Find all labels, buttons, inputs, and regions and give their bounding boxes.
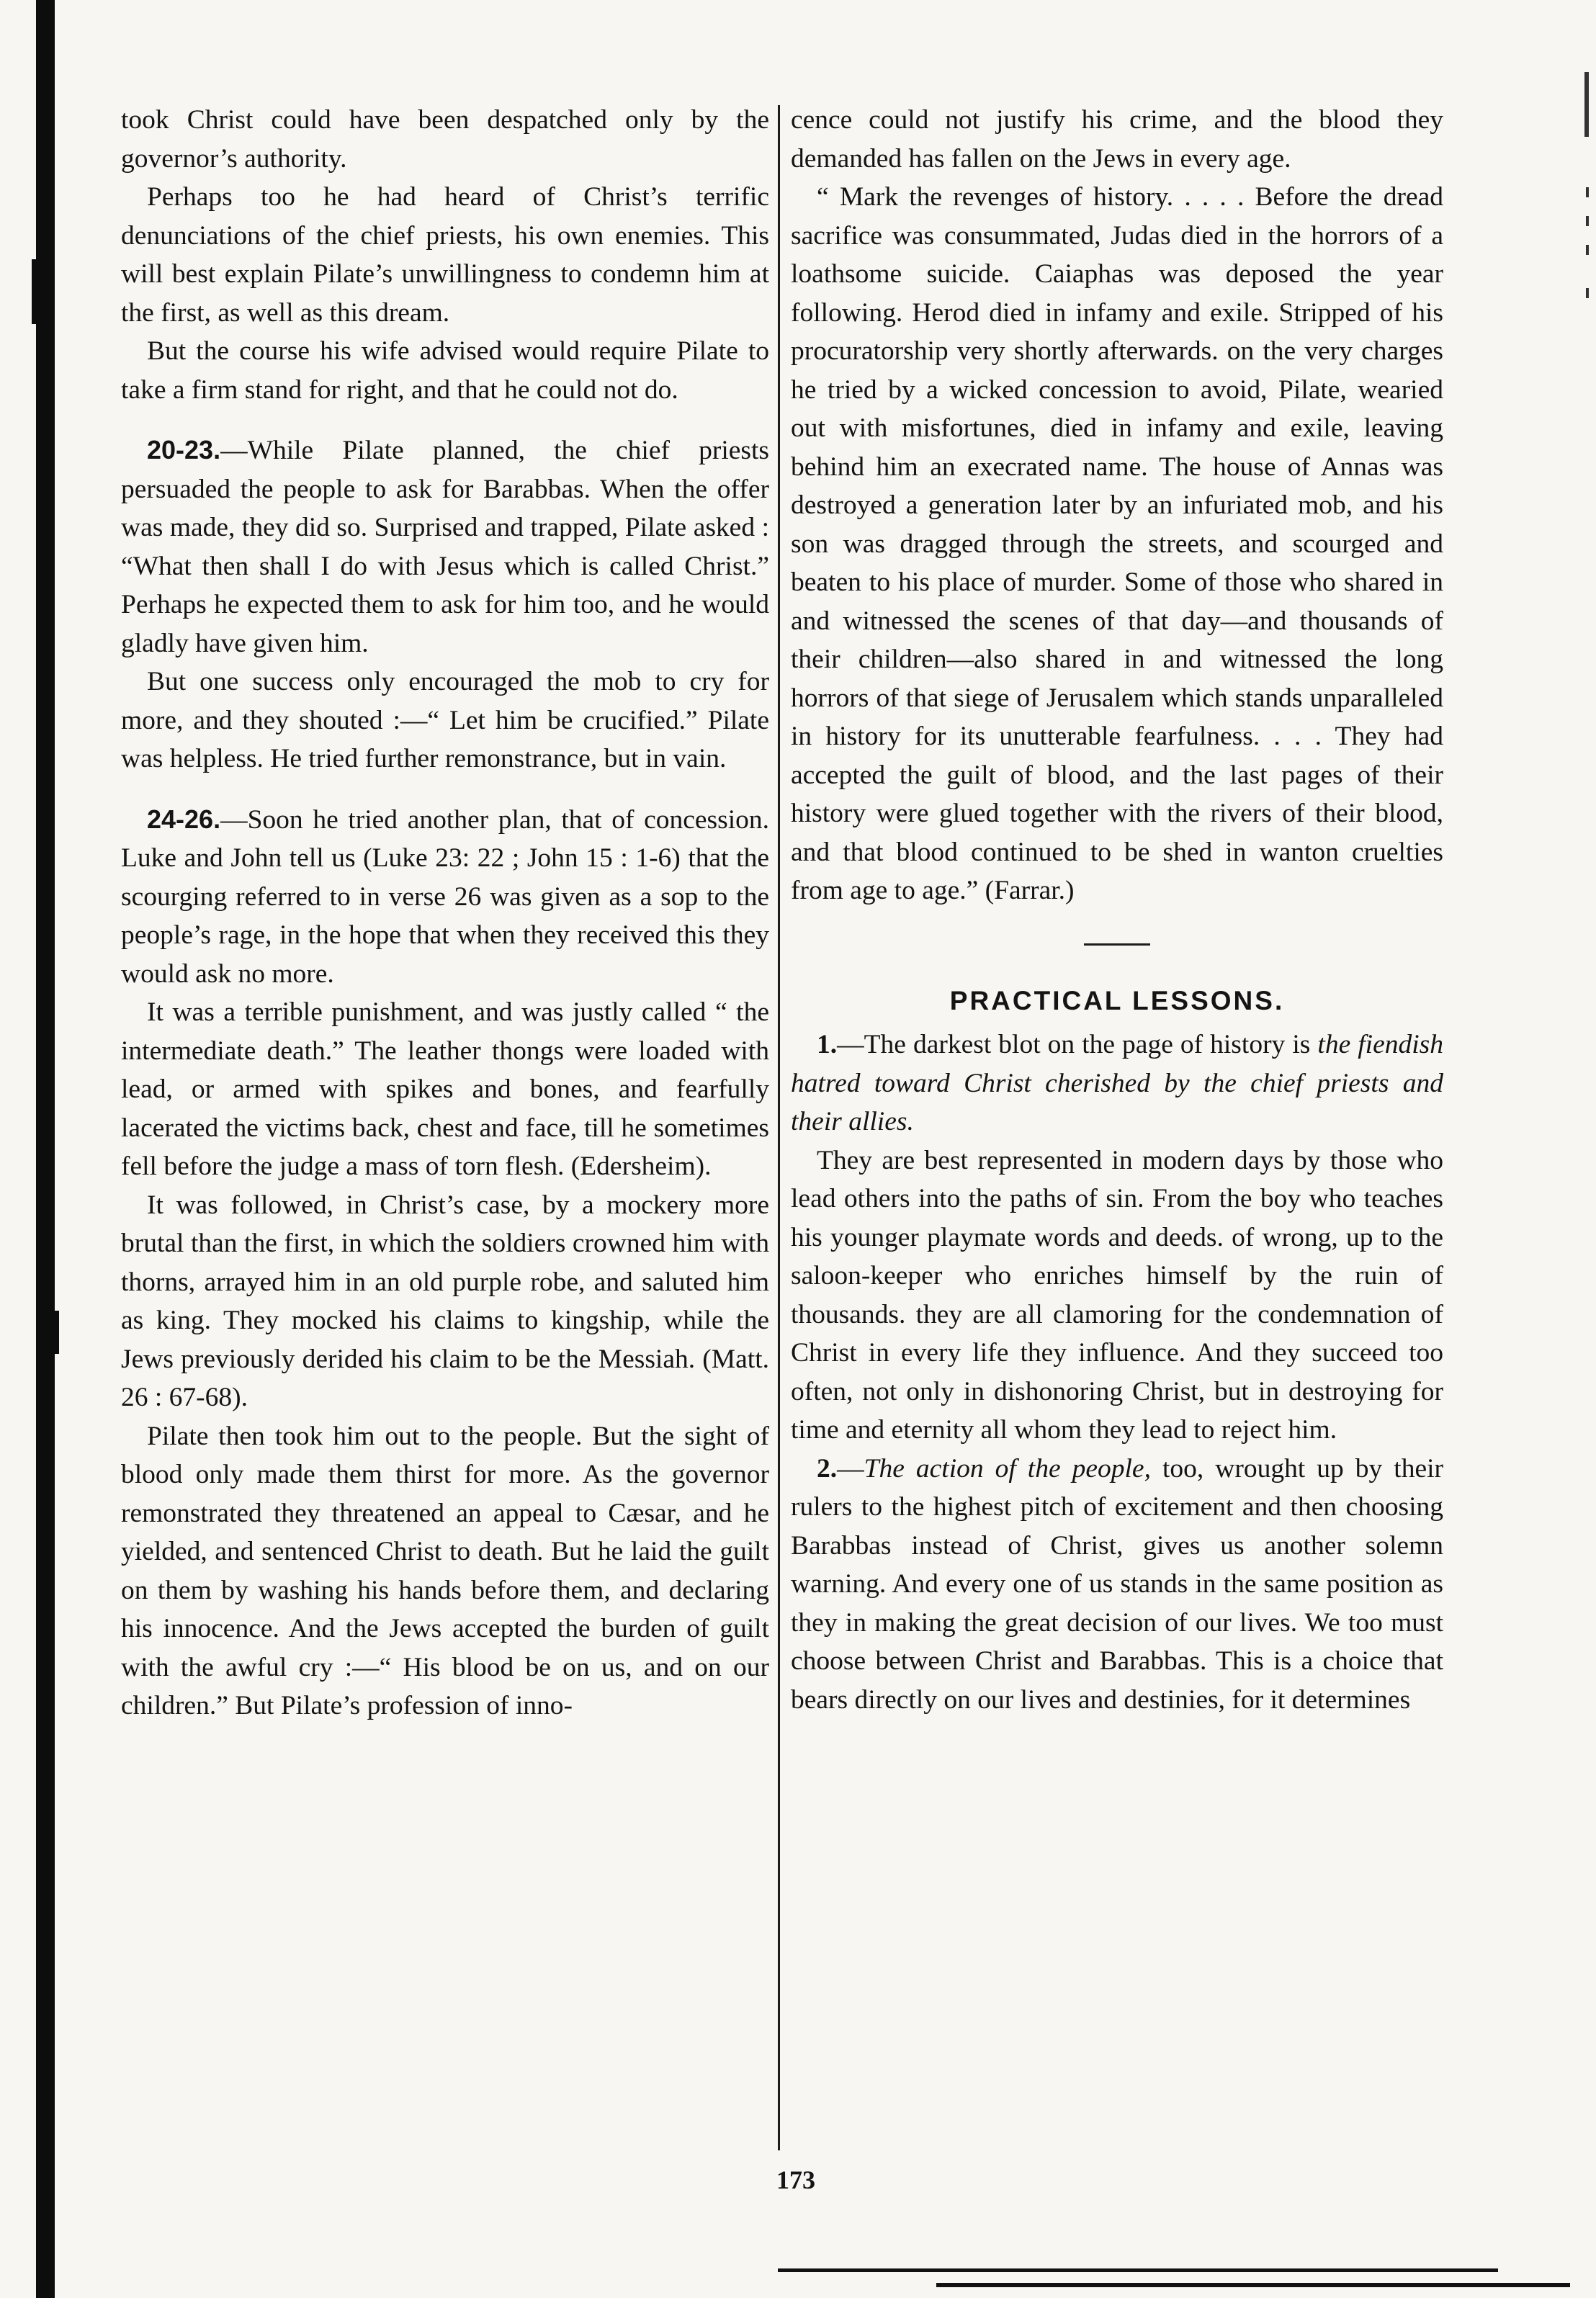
binding-nick — [32, 259, 39, 324]
lesson-number: 1. — [817, 1030, 838, 1059]
verse-commentary: —While Pilate planned, the chief priests persuaded the people to ask for Barabbas. When the offer was made, they did so. Surprised and trapped, Pilate asked : “What then shall I do with Jesus which is called Christ.” Perhaps he expected them to ask for him too, and he would gladly have given him. — [121, 436, 769, 658]
lesson-1 — [791, 1025, 1443, 1141]
paragraph: took Christ could have been despatched only by the governor’s authority. — [121, 105, 769, 174]
lesson-text: —The darkest blot on the page of history is — [837, 1030, 1318, 1059]
page-binding-edge — [36, 0, 55, 2298]
margin-mark — [1586, 216, 1589, 226]
margin-mark — [1586, 187, 1589, 197]
paragraph: Pilate then took him out to the people. But the sight of blood only made them thirst for more. As the governor remonstrated they threatened an appeal to Cæsar, and he yielded, and sentenced Christ to death. But he laid the guilt on them by washing his hands before them, and declaring his innocence. And the Jews accepted the burden of guilt with the awful cry :—“ His blood be on us, and on our children.” But Pilate’s profession of inno- — [121, 1421, 769, 1720]
column-divider — [778, 105, 780, 2150]
page-number: 173 — [776, 2165, 815, 2194]
verse-section-20-23 — [121, 431, 769, 663]
paragraph: But the course his wife advised would require Pilate to take a firm stand for right, and that he could not do. — [121, 336, 769, 405]
lesson-text: too, wrought up by their rulers to the highest pitch of excitement and then choosing Barabbas instead of Christ, gives us another solemn warning. And every one of us stands in the same position as they in making the great decision of our lives. We too must choose between Christ and Barabbas. This is a choice that bears directly on our lives and destinies, for it determines — [791, 1453, 1443, 1715]
farrar-quotation: “ Mark the revenges of history. . . . . Before the dread sacrifice was consummated, Judas died in the horrors of a loathsome suicide. Caiaphas was deposed the year following. Herod died in infamy and exile. Stripped of his procuratorship very shortly afterwards. on the very charges he tried by a wicked concession to avoid, Pilate, wearied out with misfortunes, died in infamy and exile, leaving behind him an execrated name. The house of Annas was destroyed a generation later by an infuriated mob, and his son was dragged through the streets, and scourged and beaten to his place of murder. Some of those who shared in and witnessed the scenes of that day—and thousands of their children—also shared in and witnessed the long horrors of that siege of Jerusalem which stands unparalleled in history for its unutterable fearfulness. . . . They had accepted the guilt of blood, and the last pages of their history were glued together with the rivers of their blood, and that blood continued to be shed in wanton cruelties from age to age.” (Farrar.) — [791, 182, 1443, 905]
paragraph: But one success only encouraged the mob to cry for more, and they shouted :—“ Let him be crucified.” Pilate was helpless. He tried further remonstrance, but in vain. — [121, 667, 769, 773]
paragraph: It was followed, in Christ’s case, by a mockery more brutal than the first, in which the soldiers crowned him with thorns, arrayed him in an old purple robe, and saluted him as king. They mocked his claims to kingship, while the Jews previously derided his claim to be the Messiah. (Matt. 26 : 67-68). — [121, 1190, 769, 1412]
paragraph: cence could not justify his crime, and the blood they demanded has fallen on the Jews in every age. — [791, 105, 1443, 174]
binding-nick — [53, 1311, 59, 1354]
paragraph: Perhaps too he had heard of Christ’s terrific denunciations of the chief priests, his own enemies. This will best explain Pilate’s unwillingness to condemn him at the first, as well as this dream. — [121, 182, 769, 328]
section-heading: PRACTICAL LESSONS. — [949, 985, 1285, 1015]
verse-commentary: —Soon he tried another plan, that of concession. Luke and John tell us (Luke 23: 22 ; John 15 : 1-6) that the scourging referred to in verse 26 was given as a sop to the people’s rage, in the hope that when they received this they would ask no more. — [121, 804, 769, 989]
right-column — [791, 101, 1443, 2153]
margin-mark — [1586, 288, 1589, 298]
lesson-text: — — [837, 1453, 864, 1484]
lesson-number: 2. — [817, 1453, 838, 1484]
left-column — [121, 101, 769, 2153]
verse-section-24-26 — [121, 800, 769, 994]
verse-number: 20-23. — [147, 435, 221, 464]
verse-number: 24-26. — [147, 804, 221, 834]
lesson-2 — [791, 1450, 1443, 1720]
margin-mark — [1586, 245, 1589, 255]
margin-mark — [1584, 72, 1589, 137]
paragraph: They are best represented in modern days by those who lead others into the paths of sin. From the boy who teaches his younger playmate words and deeds. of wrong, up to the saloon-keeper who enriches himself by the ruin of thousands. they are all clamoring for the condemnation of Christ in every life they influence. And they succeed too often, not only in dishonoring Christ, but in destroying for time and eternity all whom they lead to reject him. — [791, 1145, 1443, 1445]
footer-rule — [936, 2283, 1570, 2287]
lesson-emphasis: The action of the people, — [864, 1453, 1151, 1484]
lesson-emphasis: the fiendish hatred toward Christ cherished by the chief priests and their allies. — [791, 1030, 1443, 1136]
paragraph: It was a terrible punishment, and was justly called “ the intermediate death.” The leather thongs were loaded with lead, or armed with spikes and bones, and fearfully lacerated the victims back, chest and face, till he sometimes fell before the judge a mass of torn flesh. (Edersheim). — [121, 997, 769, 1181]
footer-rule — [778, 2268, 1498, 2272]
section-separator — [1084, 943, 1150, 946]
